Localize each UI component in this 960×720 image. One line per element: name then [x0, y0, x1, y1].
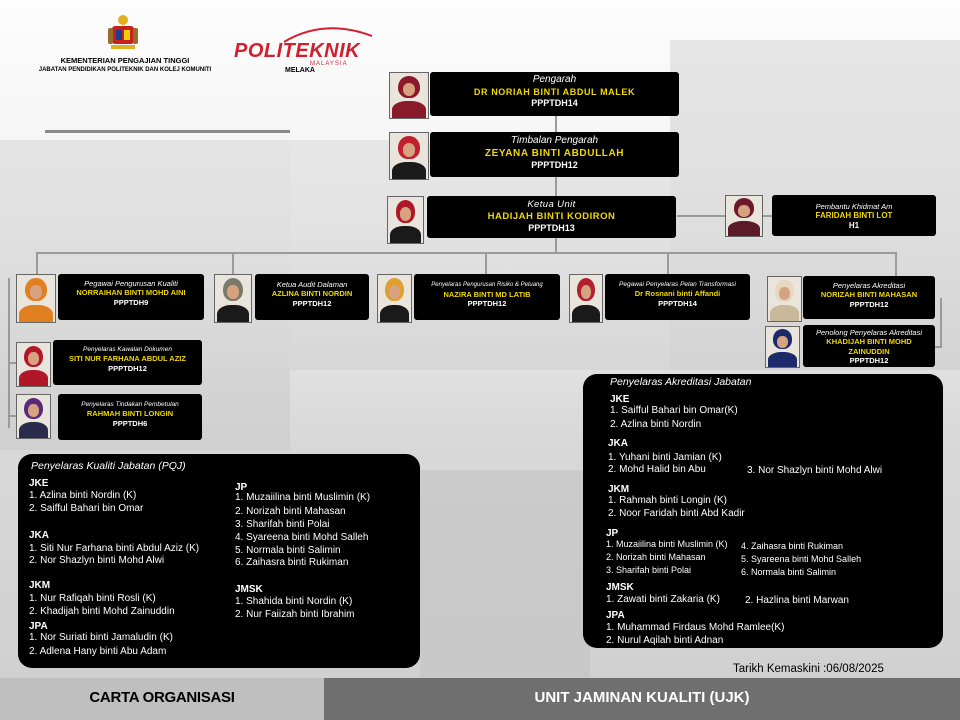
- tindakan-photo: [16, 394, 51, 439]
- pqj-group-label: JPA: [29, 621, 48, 632]
- staff-photo: [377, 274, 412, 323]
- staff-grade: PPPTDH9: [113, 297, 149, 307]
- pqj-group-label: JP: [235, 482, 248, 493]
- update-date: Tarikh Kemaskini :06/08/2025: [733, 663, 884, 675]
- penolong-box: [803, 325, 935, 367]
- penolong-photo: [765, 326, 800, 368]
- staff-name: NORRAIHAN BINTI MOHD AINI: [76, 288, 186, 298]
- pembantu-grade: H1: [848, 221, 860, 231]
- connector: [36, 252, 896, 254]
- akreditasi-title: Penyelaras Akreditasi Jabatan: [610, 376, 752, 388]
- pengarah-grade: PPPTDH14: [531, 97, 578, 108]
- ministry-department: JABATAN PENDIDIKAN POLITEKNIK DAN KOLEJ KOMUNITI: [38, 67, 212, 73]
- pembantu-photo: [725, 195, 763, 237]
- akreditasi-group-label: JPA: [606, 610, 625, 621]
- pqj-member: 1. Azlina binti Nordin (K): [29, 490, 137, 501]
- staff-photo: [214, 274, 252, 323]
- pqj-panel: [18, 454, 420, 668]
- akreditasi-group-label: JP: [606, 528, 619, 539]
- pqj-member: 2. Saifful Bahari bin Omar: [29, 503, 144, 514]
- pqj-member: 2. Nor Shazlyn binti Mohd Alwi: [29, 555, 165, 566]
- akreditasi-member: 1. Saifful Bahari bin Omar(K): [610, 405, 738, 416]
- akreditasi-panel: [583, 374, 943, 648]
- connector: [8, 278, 10, 428]
- penolong-grade: PPPTDH12: [849, 356, 889, 366]
- connector: [8, 415, 16, 417]
- connector: [232, 252, 234, 276]
- akreditasi-member: 2. Mohd Halid bin Abu: [608, 464, 706, 475]
- ketua-photo: [387, 196, 424, 244]
- akreditasi-member: 2. Noor Faridah binti Abd Kadir: [608, 508, 745, 519]
- ministry-name: KEMENTERIAN PENGAJIAN TINGGI: [60, 56, 190, 65]
- footer-chart-title: CARTA ORGANISASI: [89, 689, 235, 706]
- ketua-box: [427, 196, 676, 238]
- pengarah-role: Pengarah: [532, 74, 577, 85]
- footer-right-bar: [324, 678, 960, 720]
- akreditasi-member: 3. Sharifah binti Polai: [606, 565, 692, 575]
- dokumen-grade: PPPTDH12: [108, 363, 147, 373]
- timbalan-box: [430, 132, 679, 177]
- staff-photo: [16, 274, 56, 323]
- staff-role: Penyelaras Pengurusan Risiko & Peluang: [431, 282, 543, 288]
- pqj-member: 3. Sharifah binti Polai: [235, 519, 330, 530]
- staff-name: Dr Rosnani binti Affandi: [634, 289, 721, 299]
- campus-name: MELAKA: [285, 67, 315, 74]
- ketua-role: Ketua Unit: [527, 199, 576, 210]
- tindakan-name: RAHMAH BINTI LONGIN: [86, 409, 174, 419]
- pqj-member: 5. Normala binti Salimin: [235, 545, 341, 556]
- staff-role: Pegawai Pengurusan Kualiti: [84, 279, 178, 288]
- penolong-name: KHADIJAH BINTI MOHD ZAINUDDIN: [826, 337, 912, 356]
- akreditasi-member: 5. Syareena binti Mohd Salleh: [741, 554, 862, 564]
- pqj-member: 2. Khadijah binti Mohd Zainuddin: [29, 606, 175, 617]
- staff-name: NAZIRA BINTI MD LATIB: [443, 289, 531, 299]
- akreditasi-group-label: JKA: [608, 438, 629, 449]
- akreditasi-member: 1. Yuhani binti Jamian (K): [608, 452, 722, 463]
- tindakan-role: Penyelaras Tindakan Pembetulan: [81, 401, 179, 408]
- pqj-member: 1. Nor Suriati binti Jamaludin (K): [29, 632, 173, 643]
- akreditasi-member: 6. Normala binti Salimin: [741, 567, 837, 577]
- logo-subtext: MALAYSIA: [310, 61, 348, 67]
- timbalan-grade: PPPTDH12: [531, 160, 578, 170]
- connector: [940, 298, 942, 348]
- akreditasi-member: 2. Azlina binti Nordin: [610, 419, 702, 430]
- pembantu-role: Pembantu Khidmat Am: [815, 202, 893, 211]
- pqj-member: 1. Nur Rafiqah binti Rosli (K): [29, 593, 156, 604]
- staff-role: Pegawai Penyelaras Pelan Transformasi: [619, 281, 736, 288]
- akreditasi-group-label: JKM: [608, 484, 630, 495]
- timbalan-name: ZEYANA BINTI ABDULLAH: [484, 147, 625, 159]
- connector: [555, 238, 557, 252]
- footer-unit-title: UNIT JAMINAN KUALITI (UJK): [534, 689, 750, 706]
- akreditasi-member: 1. Muzaiilina binti Muslimin (K): [606, 539, 728, 549]
- ketua-name: HADIJAH BINTI KODIRON: [487, 210, 616, 222]
- staff-name: AZLINA BINTI NORDIN: [271, 289, 353, 299]
- pqj-member: 1. Muzaiilina binti Muslimin (K): [235, 492, 371, 503]
- timbalan-role: Timbalan Pengarah: [510, 135, 599, 146]
- pqj-group-label: JKA: [29, 530, 50, 541]
- footer-left-bar: [0, 678, 324, 720]
- akreditasi-group-label: JMSK: [606, 582, 634, 593]
- staff-name: NORIZAH BINTI MAHASAN: [820, 290, 918, 300]
- akreditasi-member: 4. Zaihasra binti Rukiman: [741, 541, 844, 551]
- pqj-member: 6. Zaihasra binti Rukiman: [235, 557, 349, 568]
- staff-box: [803, 276, 935, 319]
- staff-photo: [569, 274, 603, 323]
- pqj-group-label: JMSK: [235, 584, 263, 595]
- pembantu-box: [772, 195, 936, 236]
- staff-grade: PPPTDH12: [292, 298, 332, 308]
- connector: [8, 362, 16, 364]
- pqj-member: 2. Adlena Hany binti Abu Adam: [29, 646, 167, 657]
- akreditasi-member: 2. Norizah binti Mahasan: [606, 552, 706, 562]
- staff-grade: PPPTDH14: [658, 298, 697, 308]
- pqj-group-label: JKM: [29, 580, 51, 591]
- akreditasi-member: 1. Zawati binti Zakaria (K): [606, 594, 720, 605]
- akreditasi-member: 1. Muhammad Firdaus Mohd Ramlee(K): [606, 622, 785, 633]
- pqj-member: 1. Siti Nur Farhana binti Abdul Aziz (K): [29, 543, 200, 554]
- penolong-role: Penolong Penyelaras Akreditasi: [815, 328, 923, 337]
- pqj-member: 2. Norizah binti Mahasan: [235, 506, 346, 517]
- staff-role: Penyelaras Akreditasi: [832, 281, 906, 290]
- akreditasi-member: 1. Rahmah binti Longin (K): [608, 495, 727, 506]
- connector: [485, 252, 487, 276]
- pqj-title: Penyelaras Kualiti Jabatan (PQJ): [31, 460, 186, 472]
- tindakan-box: [58, 394, 202, 440]
- dokumen-role: Penyelaras Kawalan Dokumen: [83, 346, 172, 353]
- ketua-grade: PPPTDH13: [528, 222, 575, 233]
- akreditasi-member: 3. Nor Shazlyn binti Mohd Alwi: [747, 465, 883, 476]
- staff-box: [58, 274, 204, 320]
- crest-logo: [103, 12, 143, 52]
- staff-grade: PPPTDH12: [467, 298, 507, 308]
- dokumen-photo: [16, 342, 51, 387]
- staff-box: [605, 274, 750, 320]
- pqj-member: 4. Syareena binti Mohd Salleh: [235, 532, 369, 543]
- dokumen-box: [53, 340, 202, 385]
- logo-text: POLITEKNIK: [234, 40, 361, 62]
- staff-grade: PPPTDH12: [849, 299, 889, 309]
- akreditasi-member: 2. Hazlina binti Marwan: [745, 595, 849, 606]
- pengarah-photo: [389, 72, 429, 119]
- staff-box: [414, 274, 560, 320]
- akreditasi-group-label: JKE: [610, 394, 630, 405]
- pqj-member: 1. Shahida binti Nordin (K): [235, 596, 353, 607]
- tindakan-grade: PPPTDH6: [112, 418, 148, 428]
- pqj-member: 2. Nur Faiizah binti Ibrahim: [235, 609, 355, 620]
- connector: [895, 252, 897, 276]
- connector: [667, 252, 669, 276]
- pengarah-name: DR NORIAH BINTI ABDUL MALEK: [473, 86, 636, 97]
- pqj-group-label: JKE: [29, 478, 49, 489]
- staff-role: Ketua Audit Dalaman: [276, 280, 348, 289]
- staff-photo: [767, 276, 802, 322]
- pengarah-box: [430, 72, 679, 116]
- connector: [935, 346, 942, 348]
- pembantu-name: FARIDAH BINTI LOT: [815, 211, 893, 221]
- akreditasi-member: 2. Nurul Aqilah binti Adnan: [606, 635, 724, 646]
- staff-box: [255, 274, 369, 320]
- dokumen-name: SITI NUR FARHANA ABDUL AZIZ: [69, 354, 186, 364]
- timbalan-photo: [389, 132, 429, 180]
